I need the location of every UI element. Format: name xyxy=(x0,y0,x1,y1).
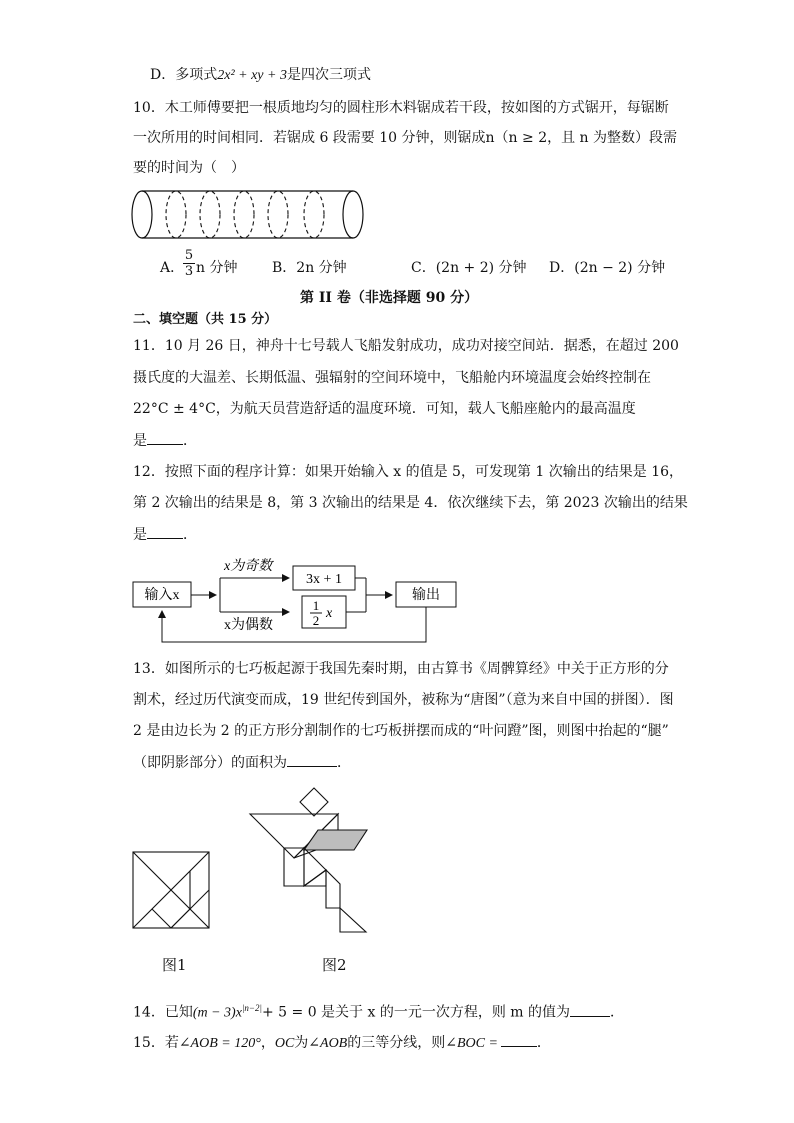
q14-expr: (m − 3)x xyxy=(192,1005,242,1021)
flow-odd-label: x为奇数 xyxy=(224,559,273,574)
q10-line1: 10．木工师傅要把一根质地均匀的圆柱形木料锯成若干段，按如图的方式锯开，每锯断 xyxy=(133,100,669,116)
tangram-figure-2 xyxy=(246,786,376,934)
q12-line3-text: 是 xyxy=(133,527,147,543)
q13-line4-text: （即阴影部分）的面积为 xyxy=(133,755,287,771)
q9-d-tail: 是四次三项式 xyxy=(286,67,371,83)
q10-option-c xyxy=(411,258,527,278)
q11-line3 xyxy=(133,399,636,419)
q10-option-b xyxy=(272,258,347,278)
q15-expr1: ∠AOB = 120° xyxy=(178,1036,261,1051)
q9-d-label: D．多项式 xyxy=(150,67,218,83)
q15-expr2: OC xyxy=(274,1036,295,1051)
q10-line2-a: 一次所用的时间相同．若锯成 6 段需要 10 分钟，则锯成 xyxy=(133,130,486,146)
q10-cylinder-figure xyxy=(130,188,370,242)
q10-line2-b: n（n ≥ 2，且 n 为整数）段需 xyxy=(485,130,678,146)
q10-a-den: 3 xyxy=(184,264,194,279)
q13-line1: 13．如图所示的七巧板起源于我国先秦时期，由古算书《周髀算经》中关于正方形的分 xyxy=(133,661,669,677)
q12-line2: 第 2 次输出的结果是 8，第 3 次输出的结果是 4．依次继续下去，第 2023 次输出的结果 xyxy=(133,495,688,511)
q15-expr4: ∠BOC = xyxy=(445,1036,498,1051)
flow-output-text: 输出 xyxy=(412,588,440,603)
flow-input-text: 输入x xyxy=(144,588,180,603)
q10-option-a xyxy=(160,258,184,278)
q15-answer-blank[interactable] xyxy=(501,1032,537,1047)
q13-line3: 2 是由边长为 2 的正方形分割制作的七巧板拼摆而成的“叶问蹬”图，则图中抬起的“腿” xyxy=(133,723,669,739)
q10-a-after: n 分钟 xyxy=(196,260,238,276)
q9-option-d xyxy=(150,65,371,86)
q14-answer-blank[interactable] xyxy=(570,1002,610,1017)
section-title: 二、填空题（共 15 分） xyxy=(133,312,278,327)
q10-a-num: 5 xyxy=(184,248,194,263)
q10-b-text: 2n 分钟 xyxy=(296,260,347,276)
flow-even-box xyxy=(302,596,346,628)
q13-line4 xyxy=(133,752,351,773)
q11-line2: 摄氏度的大温差、长期低温、强辐射的空间环境中，飞船舱内环境温度会始终控制在 xyxy=(133,370,651,386)
q11-line4 xyxy=(133,430,197,451)
q14-text1: 14．已知 xyxy=(133,1004,193,1021)
q14-exponent: |n−2| xyxy=(241,1003,262,1013)
q12-end: ． xyxy=(183,527,197,543)
q10-c-text: (2n + 2) 分钟 xyxy=(435,260,527,276)
q9-d-expr: 2x² + xy + 3 xyxy=(217,68,287,83)
q12-flowchart xyxy=(128,554,468,650)
q15-expr3: ∠AOB xyxy=(308,1036,348,1051)
q15-text2: ， xyxy=(260,1035,275,1051)
q10-line3: 要的时间为（ ） xyxy=(133,160,245,176)
q11-line1: 11．10 月 26 日，神舟十七号载人飞船发射成功，成功对接空间站．据悉，在超过 200 xyxy=(133,338,679,354)
q12-line1: 12．按照下面的程序计算：如果开始输入 x 的值是 5，可发现第 1 次输出的结果是 16， xyxy=(133,464,684,480)
q11-temp-range: 22°C ± 4°C xyxy=(133,401,216,417)
q11-line4-text: 是 xyxy=(133,433,147,449)
fig2-caption: 图2 xyxy=(322,956,347,974)
q10-line2 xyxy=(133,128,677,148)
fig1-caption: 图1 xyxy=(162,956,187,974)
q14-text2: + 5 = 0 是关于 x 的一元一次方程，则 m 的值为 xyxy=(261,1004,571,1021)
flow-even-var: x xyxy=(326,606,333,621)
q12-line3 xyxy=(133,524,197,545)
flow-odd-op: 3x + 1 xyxy=(306,572,342,587)
q11-end: ． xyxy=(183,433,197,449)
q10-option-d xyxy=(549,258,665,278)
q10-a-label: A． xyxy=(160,260,185,276)
q14 xyxy=(133,998,624,1024)
q10-b-label: B． xyxy=(272,260,297,276)
flow-even-den: 2 xyxy=(312,613,320,628)
flow-even-label: x为偶数 xyxy=(224,618,273,633)
flow-even-num: 1 xyxy=(312,598,320,613)
q15-text1: 15．若 xyxy=(133,1035,179,1051)
q10-d-text: (2n − 2) 分钟 xyxy=(574,260,666,276)
q15 xyxy=(133,1032,551,1054)
q11-answer-blank[interactable] xyxy=(147,430,183,445)
q15-text3: 为 xyxy=(294,1035,309,1051)
q10-d-label: D． xyxy=(549,260,575,276)
q13-end: ． xyxy=(337,755,351,771)
q13-line2: 割术，经过历代演变而成，19 世纪传到国外，被称为“唐图”（意为来自中国的拼图）．图 xyxy=(133,692,674,708)
part2-title: 第 II 卷（非选择题 90 分） xyxy=(300,290,479,306)
q15-text4: 的三等分线，则 xyxy=(347,1035,446,1051)
q11-line3-rest: ，为航天员营造舒适的温度环境．可知，载人飞船座舱内的最高温度 xyxy=(215,401,636,417)
q15-end: ． xyxy=(536,1035,551,1051)
q10-a-fraction xyxy=(183,248,195,279)
q13-answer-blank[interactable] xyxy=(287,752,337,767)
tangram-figure-1 xyxy=(131,850,211,930)
q12-answer-blank[interactable] xyxy=(147,524,183,539)
q14-end: ． xyxy=(610,1004,625,1021)
q10-c-label: C． xyxy=(411,260,436,276)
